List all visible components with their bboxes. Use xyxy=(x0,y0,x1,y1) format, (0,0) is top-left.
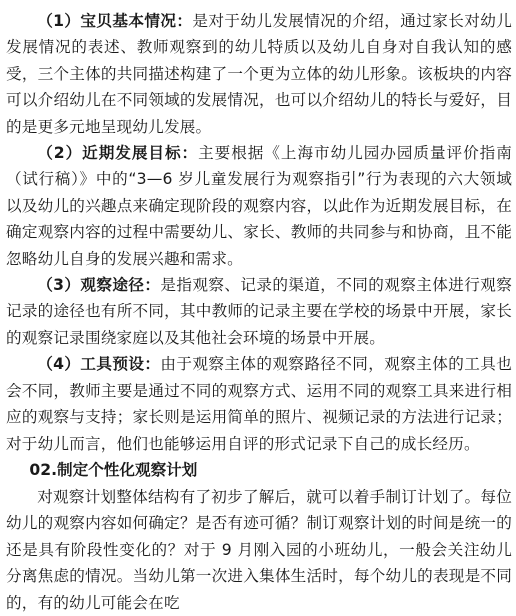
section-heading: 02.制定个性化观察计划 xyxy=(29,460,198,479)
section-4-paragraph xyxy=(6,351,512,457)
body-paragraph: 对观察计划整体结构有了初步了解后，就可以着手制订计划了。每位幼儿的观察内容如何确定？是否有迹可循？制订观察计划的时间是统一的还是具有阶段性变化的？对于 9 月刚入园的小班幼儿，一般会关注幼儿分离焦虑的情况。当幼儿第一次进入集体生活时，每个幼儿的表现是不同的，有的幼儿可能会在吃 xyxy=(6,487,512,612)
section-2-label: （2）近期发展目标： xyxy=(37,144,199,163)
section-1-paragraph xyxy=(6,8,512,140)
section-3-paragraph xyxy=(6,272,512,351)
section-2-paragraph xyxy=(6,140,512,272)
section-1-label: （1）宝贝基本情况： xyxy=(37,12,193,30)
section-3-label: （3）观察途径： xyxy=(37,276,161,295)
section-2-text: 主要根据《上海市幼儿园办园质量评价指南（试行稿）》中的“3—6 岁儿童发展行为观察指引”行为表现的六大领域以及幼儿的兴趣点来确定现阶段的观察内容，以此作为近期发展目标，在确定观察内容的过程中需要幼儿、家长、教师的共同参与和协商，且不能忽略幼儿自身的发展兴趣和需求。 xyxy=(6,144,512,268)
section-4-label: （4）工具预设： xyxy=(37,355,161,374)
section-1-text: 是对于幼儿发展情况的介绍，通过家长对幼儿发展情况的表述、教师观察到的幼儿特质以及幼儿自身对自我认知的感受，三个主体的共同描述构建了一个更为立体的幼儿形象。该板块的内容可以介绍幼儿在不同领域的发展情况，也可以介绍幼儿的特长与爱好，目的是更多元地呈现幼儿发展。 xyxy=(6,12,512,136)
document-page xyxy=(6,8,512,616)
section-3-text: 是指观察、记录的渠道，不同的观察主体进行观察记录的途径也有所不同，其中教师的记录主要在学校的场景中开展，家长的观察记录围绕家庭以及其他社会环境的场景中开展。 xyxy=(6,276,513,347)
section-4-text: 由于观察主体的观察路径不同，观察主体的工具也会不同，教师主要是通过不同的观察方式、运用不同的观察工具来进行相应的观察与支持；家长则是运用简单的照片、视频记录的方法进行记录；对于幼儿而言，他们也能够运用自评的形式记录下自己的成长经历。 xyxy=(6,355,513,453)
